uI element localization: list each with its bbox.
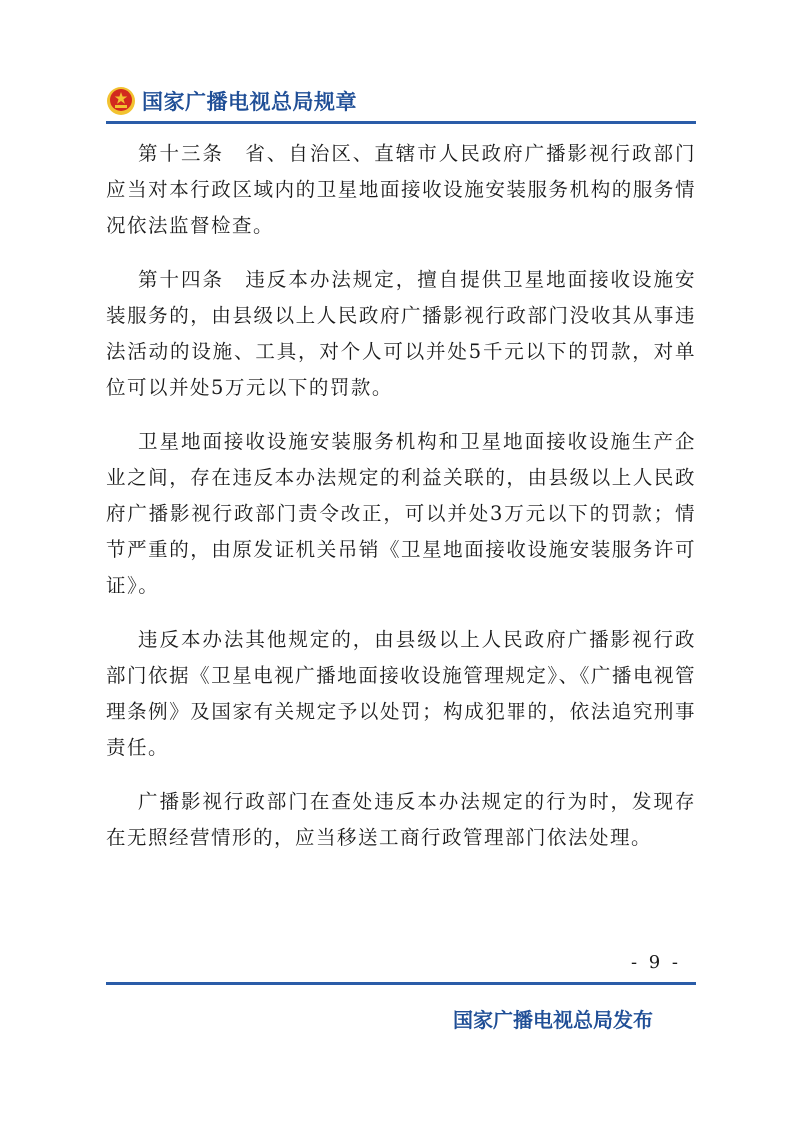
page-header: [106, 84, 357, 118]
document-body: [106, 136, 696, 856]
article-13: 第十三条 省、自治区、直辖市人民政府广播影视行政部门应当对本行政区域内的卫星地面接收设施安装服务机构的服务情况依法监督检查。: [106, 142, 696, 237]
national-emblem-icon: [106, 86, 136, 116]
header-title: 国家广播电视总局规章: [142, 90, 357, 114]
footer-publisher: 国家广播电视总局发布: [453, 1008, 653, 1032]
footer-divider: [106, 982, 696, 985]
article-14: 第十四条 违反本办法规定，擅自提供卫星地面接收设施安装服务的，由县级以上人民政府广播影视行政部门没收其从事违法活动的设施、工具，对个人可以并处5千元以下的罚款，对单位可以并处5万元以下的罚款。: [106, 268, 696, 399]
article-14-paragraph-2: 卫星地面接收设施安装服务机构和卫星地面接收设施生产企业之间，存在违反本办法规定的利益关联的，由县级以上人民政府广播影视行政部门责令改正，可以并处3万元以下的罚款；情节严重的，由原发证机关吊销《卫星地面接收设施安装服务许可证》。: [106, 430, 696, 597]
page-number: - 9 -: [630, 952, 681, 973]
article-14-paragraph-4: 广播影视行政部门在查处违反本办法规定的行为时，发现存在无照经营情形的，应当移送工商行政管理部门依法处理。: [106, 790, 696, 849]
header-divider: [106, 121, 696, 124]
article-14-paragraph-3: 违反本办法其他规定的，由县级以上人民政府广播影视行政部门依据《卫星电视广播地面接收设施管理规定》、《广播电视管理条例》及国家有关规定予以处罚；构成犯罪的，依法追究刑事责任。: [106, 628, 696, 759]
